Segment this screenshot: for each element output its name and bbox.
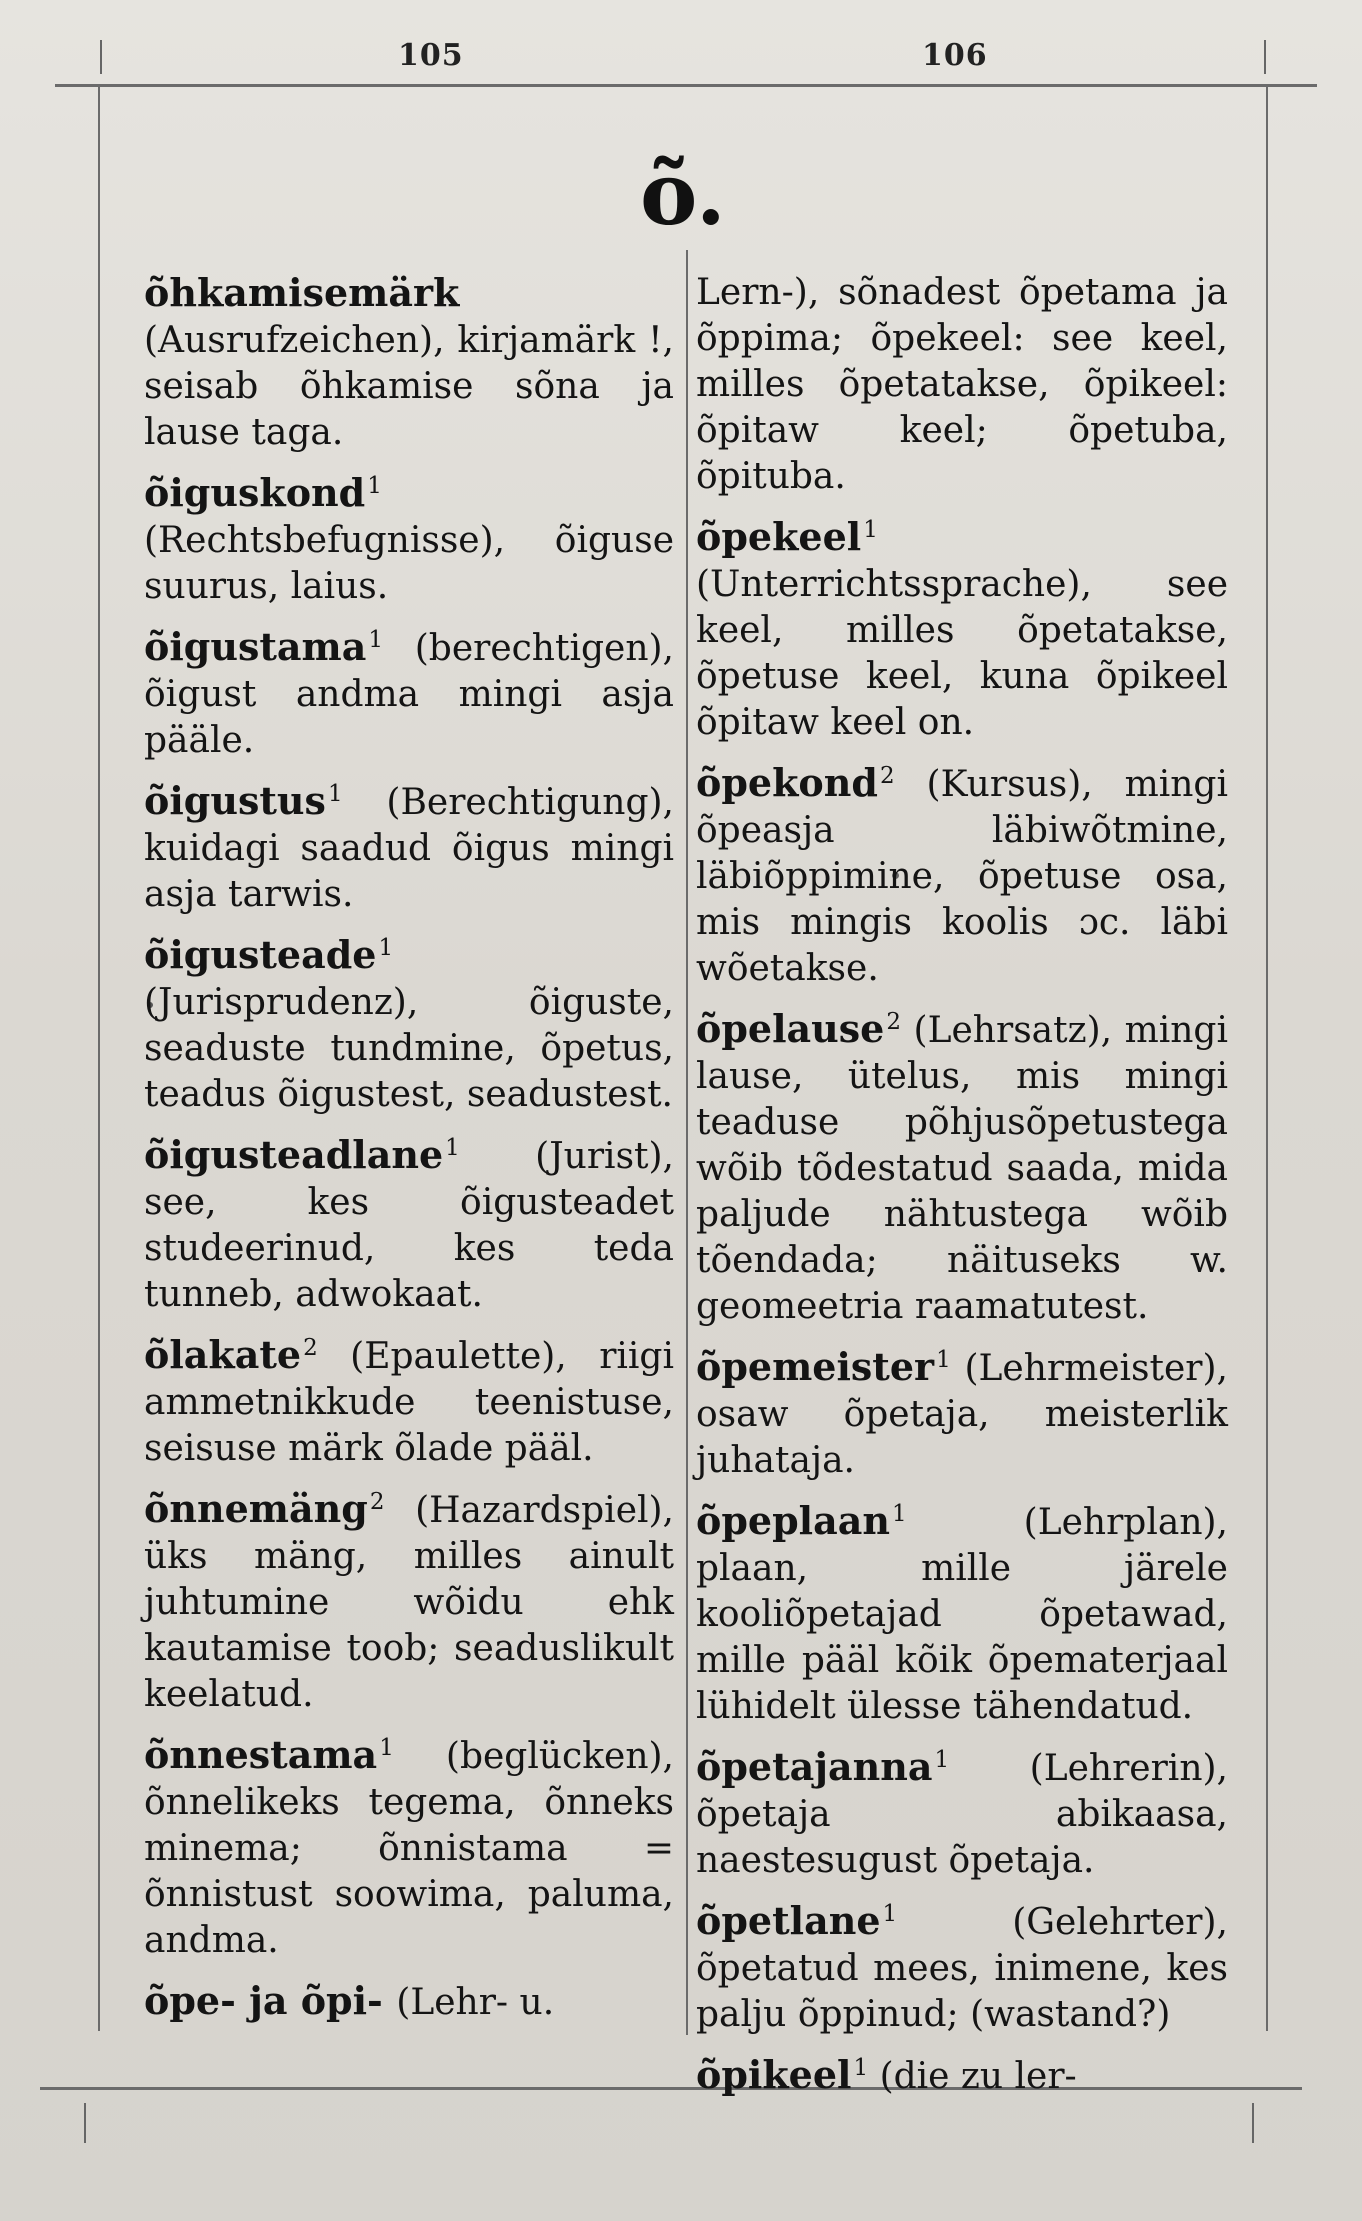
dictionary-entry — [144, 270, 674, 456]
entry-body: (Lehrsatz), mingi lause, ütelus, mis mingi teaduse põhjusõpetustega wõib tõdestatud saada, mida paljude nähtustega wõib tõendada; näituseks w. geomeetria raamatutest. — [696, 1010, 1228, 1327]
entry-headword: õnnemäng — [144, 1486, 368, 1531]
entry-headword: õiguskond — [144, 470, 366, 515]
entry-headword: õhkamisemärk — [144, 270, 460, 315]
entry-superscript: 1 — [853, 2055, 869, 2081]
dictionary-entry — [144, 1732, 674, 1964]
entry-superscript: 1 — [445, 1135, 460, 1161]
left-rule — [98, 86, 100, 2031]
entry-superscript: 1 — [378, 935, 394, 961]
entry-superscript: 1 — [936, 1347, 951, 1373]
dictionary-entry — [696, 1898, 1228, 2038]
entry-body: (Kursus), mingi õpeasja läbiwõtmine, läbiõppimine, õpetuse osa, mis mingis koolis ɔc. läbi wõetakse. — [696, 764, 1228, 989]
entry-body: (Lehrerin), õpetaja abikaasa, naestesugust õpetaja. — [696, 1748, 1228, 1881]
page-tick — [1264, 40, 1266, 74]
entry-headword: õpekeel — [696, 514, 862, 559]
center-rule — [686, 250, 688, 2035]
entry-body: (Hazardspiel), üks mäng, milles ainult juhtumine wõidu ehk kautamise toob; seaduslikult keelatud. — [144, 1490, 674, 1715]
right-column — [696, 270, 1228, 2114]
entry-body: (Ausrufzeichen), kirjamärk !, seisab õhkamise sõna ja lause taga. — [144, 320, 674, 453]
entry-headword: õpekond — [696, 760, 878, 805]
dictionary-entry — [144, 778, 674, 918]
entry-body: (berechtigen), õigust andma mingi asja pääle. — [144, 628, 674, 761]
entry-headword: õpetajanna — [696, 1744, 933, 1789]
entry-superscript: 1 — [367, 473, 382, 499]
dictionary-entry — [144, 1332, 674, 1472]
entry-headword: õpetlane — [696, 1898, 881, 1943]
entry-superscript: 1 — [891, 1501, 907, 1527]
entry-superscript: 1 — [368, 627, 384, 653]
entry-headword: õpikeel — [696, 2052, 852, 2097]
dictionary-entry — [696, 1498, 1228, 1730]
left-column — [144, 270, 674, 2040]
dictionary-entry — [696, 514, 1228, 746]
page-tick — [84, 2103, 86, 2143]
entry-superscript: 1 — [327, 781, 343, 807]
entry-headword: õlakate — [144, 1332, 302, 1377]
dictionary-entry — [696, 760, 1228, 992]
entry-headword: õpemeister — [696, 1344, 935, 1389]
entry-body: (Epaulette), riigi ammetnikkude teenistuse, seisuse märk õlade pääl. — [144, 1336, 674, 1469]
dictionary-entry — [144, 470, 674, 610]
entry-body: (Jurist), see, kes õigusteadet studeerinud, kes teda tunneb, adwokaat. — [144, 1136, 674, 1315]
entry-headword: õigusteade — [144, 932, 377, 977]
entry-body: (Lehr- u. — [384, 1982, 555, 2023]
entry-body: Lern-), sõnadest õpetama ja õppima; õpekeel: see keel, milles õpetatakse, õpikeel: õpitaw keel; õpetuba, õpituba. — [696, 272, 1228, 497]
top-rule — [55, 84, 1317, 87]
dictionary-entry — [696, 2052, 1228, 2100]
entry-body: (Lehrplan), plaan, mille järele kooliõpetajad õpetawad, mille pääl kõik õpematerjaal lühidelt ülesse tähendatud. — [696, 1502, 1228, 1727]
page-tick — [100, 40, 102, 74]
dictionary-entry — [144, 1132, 674, 1318]
dictionary-entry-continuation — [696, 270, 1228, 500]
entry-superscript: 2 — [886, 1009, 901, 1035]
entry-headword: õpeplaan — [696, 1498, 890, 1543]
section-letter: õ. — [640, 144, 726, 245]
entry-superscript: 2 — [879, 763, 895, 789]
entry-headword: õigustus — [144, 778, 326, 823]
right-rule — [1266, 86, 1268, 2031]
entry-body: (Berechtigung), kuidagi saadud õigus mingi asja tarwis. — [144, 782, 674, 915]
entry-body: (Rechtsbefugnisse), õiguse suurus, laius. — [144, 520, 674, 607]
entry-body: (Lehrmeister), osaw õpetaja, meisterlik juhataja. — [696, 1348, 1228, 1481]
entry-superscript: 2 — [369, 1489, 385, 1515]
entry-body: (die zu ler- — [868, 2056, 1077, 2097]
entry-superscript: 1 — [379, 1735, 394, 1761]
dictionary-entry — [144, 1486, 674, 1718]
entry-superscript: 1 — [863, 517, 878, 543]
entry-headword: õigusteadlane — [144, 1132, 444, 1177]
dictionary-entry — [144, 932, 674, 1118]
entry-body: (Gelehrter), õpetatud mees, inimene, kes palju õppinud; (wastand?) — [696, 1902, 1228, 2035]
entry-headword: õnnestama — [144, 1732, 378, 1777]
entry-superscript: 2 — [303, 1335, 318, 1361]
dictionary-entry — [696, 1744, 1228, 1884]
entry-body: (Jurisprudenz), õiguste, seaduste tundmine, õpetus, teadus õigustest, seadustest. — [144, 982, 674, 1115]
entry-superscript: 1 — [934, 1747, 950, 1773]
page-number-left: 105 — [398, 38, 464, 73]
dictionary-entry — [696, 1006, 1228, 1330]
entry-superscript: 1 — [882, 1901, 898, 1927]
entry-headword: õigustama — [144, 624, 367, 669]
entry-body: (beglücken), õnnelikeks tegema, õnneks minema; õnnistama = õnnistust soowima, paluma, andma. — [144, 1736, 674, 1961]
page-number-right: 106 — [922, 38, 988, 73]
entry-body: (Unterrichtssprache), see keel, milles õpetatakse, õpetuse keel, kuna õpikeel õpitaw keel on. — [696, 564, 1228, 743]
dictionary-entry — [144, 1978, 674, 2026]
page-tick — [1252, 2103, 1254, 2143]
entry-headword: õpe- ja õpi- — [144, 1978, 383, 2023]
dictionary-entry — [696, 1344, 1228, 1484]
dictionary-entry — [144, 624, 674, 764]
entry-headword: õpelause — [696, 1006, 885, 1051]
